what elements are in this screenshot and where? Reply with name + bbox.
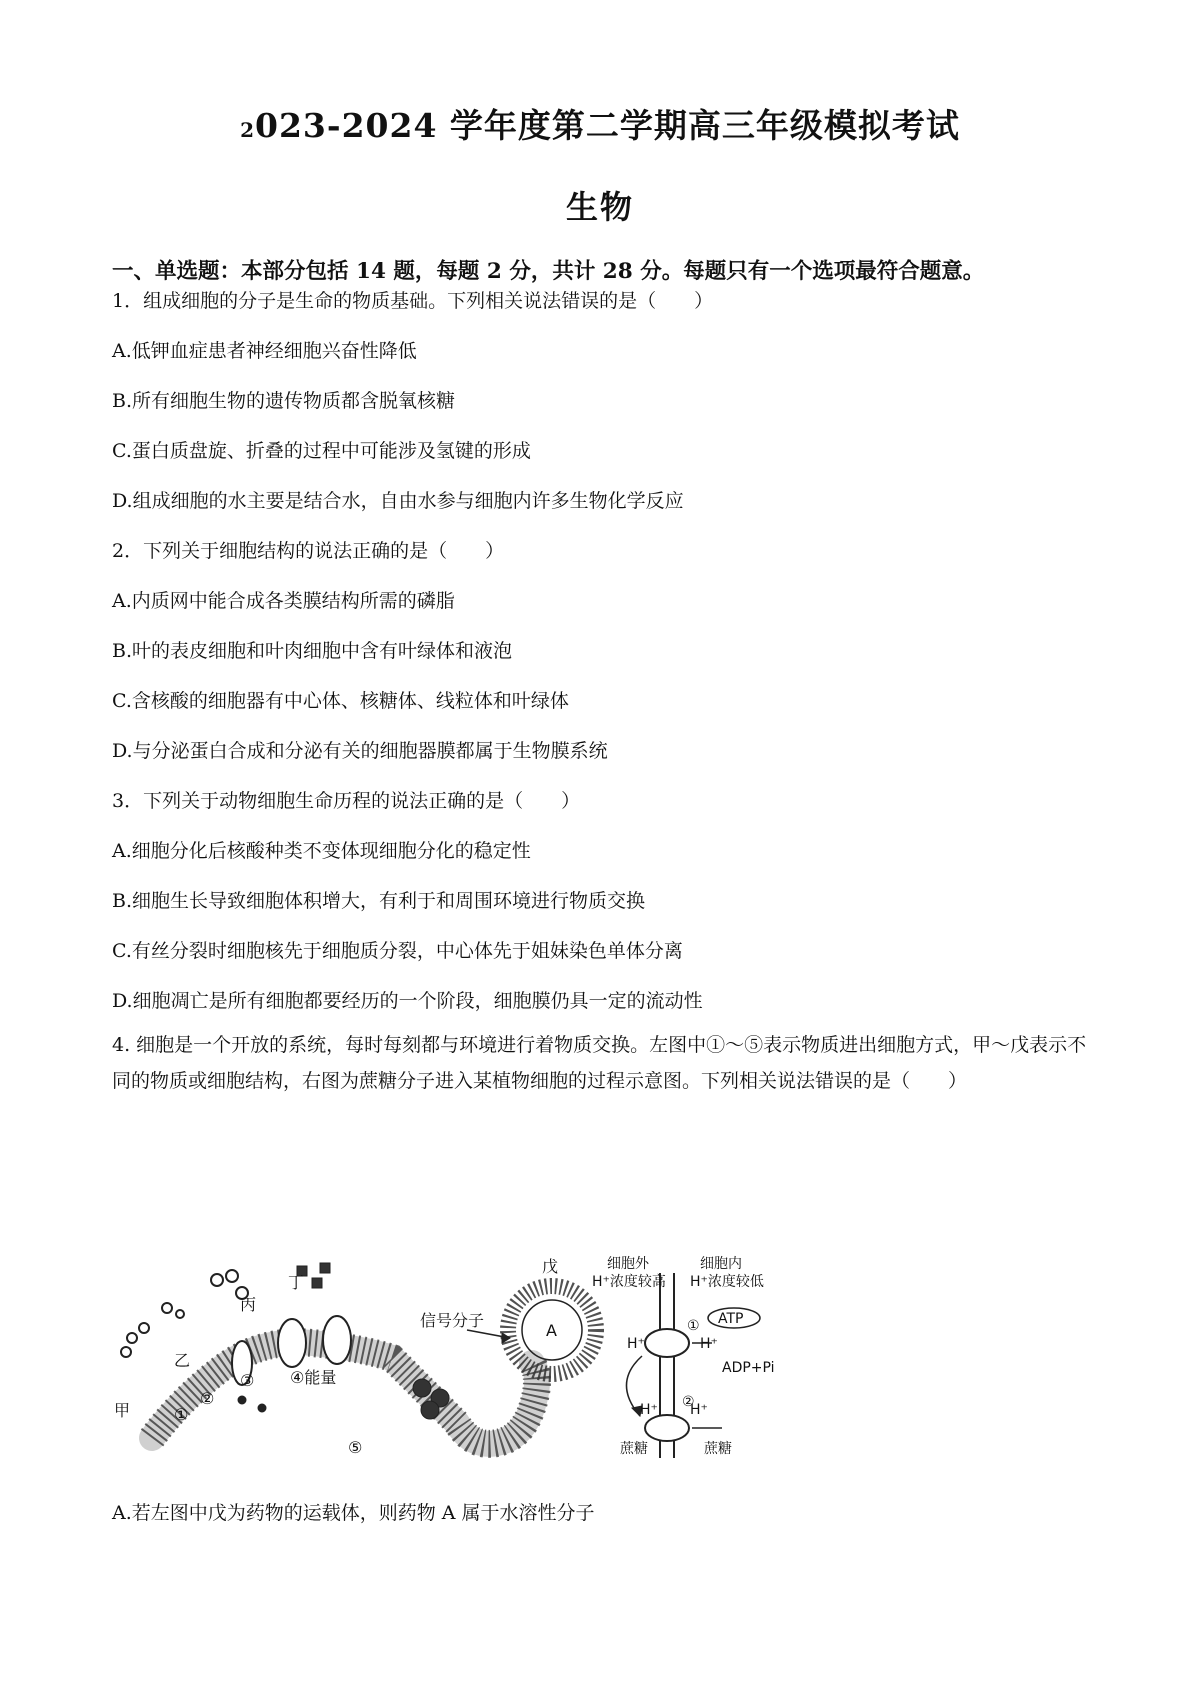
label-inside-conc: H⁺浓度较低: [690, 1274, 764, 1290]
question-3-option-a: A.细胞分化后核酸种类不变体现细胞分化的稳定性: [112, 840, 531, 862]
label-drug-a: A: [546, 1321, 557, 1340]
question-1-option-c: C.蛋白质盘旋、折叠的过程中可能涉及氢键的形成: [112, 440, 531, 462]
label-circle-1: ①: [174, 1405, 189, 1424]
exam-title: [0, 100, 1200, 147]
subject-heading: 生物: [565, 188, 634, 226]
question-3-stem: 3．下列关于动物细胞生命历程的说法正确的是（ ）: [112, 790, 581, 812]
question-1-option-d: D.组成细胞的水主要是结合水，自由水参与细胞内许多生物化学反应: [112, 490, 684, 512]
label-right-circle-2: ②: [682, 1394, 695, 1410]
label-h-4: H⁺: [690, 1402, 708, 1418]
label-signal-molecule: 信号分子: [420, 1311, 485, 1330]
label-bing: 丙: [240, 1295, 257, 1314]
label-wu: 戊: [542, 1257, 559, 1276]
question-2-stem: 2．下列关于细胞结构的说法正确的是（ ）: [112, 540, 505, 562]
question-4-stem: 4. 细胞是一个开放的系统，每时每刻都与环境进行着物质交换。左图中①～⑤表示物质进出细胞方式，甲～戊表示不同的物质或细胞结构，右图为蔗糖分子进入某植物细胞的过程示意图。下列相关说法错误的是（ ）: [112, 1034, 1087, 1092]
label-h-2: H⁺: [700, 1336, 718, 1352]
label-outside-conc: H⁺浓度较高: [592, 1274, 666, 1290]
question-4-figure: [112, 1248, 892, 1472]
question-2-option-a: A.内质网中能合成各类膜结构所需的磷脂: [112, 590, 455, 612]
label-right-circle-1: ①: [687, 1318, 700, 1334]
question-2-option-c: C.含核酸的细胞器有中心体、核糖体、线粒体和叶绿体: [112, 690, 569, 712]
label-energy: ④能量: [290, 1368, 337, 1387]
question-3-option-b: B.细胞生长导致细胞体积增大，有利于和周围环境进行物质交换: [112, 890, 646, 912]
question-3-option-d: D.细胞凋亡是所有细胞都要经历的一个阶段，细胞膜仍具一定的流动性: [112, 990, 703, 1012]
label-yi: 乙: [174, 1351, 191, 1370]
label-sucrose-right: 蔗糖: [704, 1441, 732, 1457]
question-1-stem: 1．组成细胞的分子是生命的物质基础。下列相关说法错误的是（ ）: [112, 290, 714, 312]
label-atp: ATP: [718, 1311, 744, 1327]
membrane-transport-figure: [112, 1248, 892, 1468]
label-inside: 细胞内: [700, 1256, 742, 1272]
question-4-option-a: A.若左图中戊为药物的运载体，则药物 A 属于水溶性分子: [112, 1502, 595, 1524]
question-2-option-b: B.叶的表皮细胞和叶肉细胞中含有叶绿体和液泡: [112, 640, 513, 662]
label-outside: 细胞外: [607, 1256, 649, 1272]
left-diagram: [121, 1263, 596, 1444]
label-adp-pi: ADP+Pi: [722, 1360, 775, 1376]
label-h-3: H⁺: [640, 1402, 658, 1418]
question-1-option-a: A.低钾血症患者神经细胞兴奋性降低: [112, 340, 417, 362]
label-sucrose-left: 蔗糖: [620, 1441, 648, 1457]
label-circle-2: ②: [200, 1389, 215, 1408]
question-2-option-d: D.与分泌蛋白合成和分泌有关的细胞器膜都属于生物膜系统: [112, 740, 608, 762]
section-heading: 一、单选题：本部分包括 14 题，每题 2 分，共计 28 分。每题只有一个选项最符合题意。: [112, 259, 985, 284]
label-circle-5: ⑤: [348, 1438, 363, 1457]
label-h-1: H⁺: [627, 1336, 645, 1352]
label-ding: 丁: [288, 1273, 305, 1292]
label-jia: 甲: [114, 1401, 131, 1420]
question-3-option-c: C.有丝分裂时细胞核先于细胞质分裂，中心体先于姐妹染色单体分离: [112, 940, 683, 962]
title-small-digit: 2: [240, 118, 255, 142]
title-text: 023-2024 学年度第二学期高三年级模拟考试: [255, 106, 960, 145]
question-1-option-b: B.所有细胞生物的遗传物质都含脱氧核糖: [112, 390, 456, 412]
label-circle-3: ③: [240, 1371, 255, 1390]
